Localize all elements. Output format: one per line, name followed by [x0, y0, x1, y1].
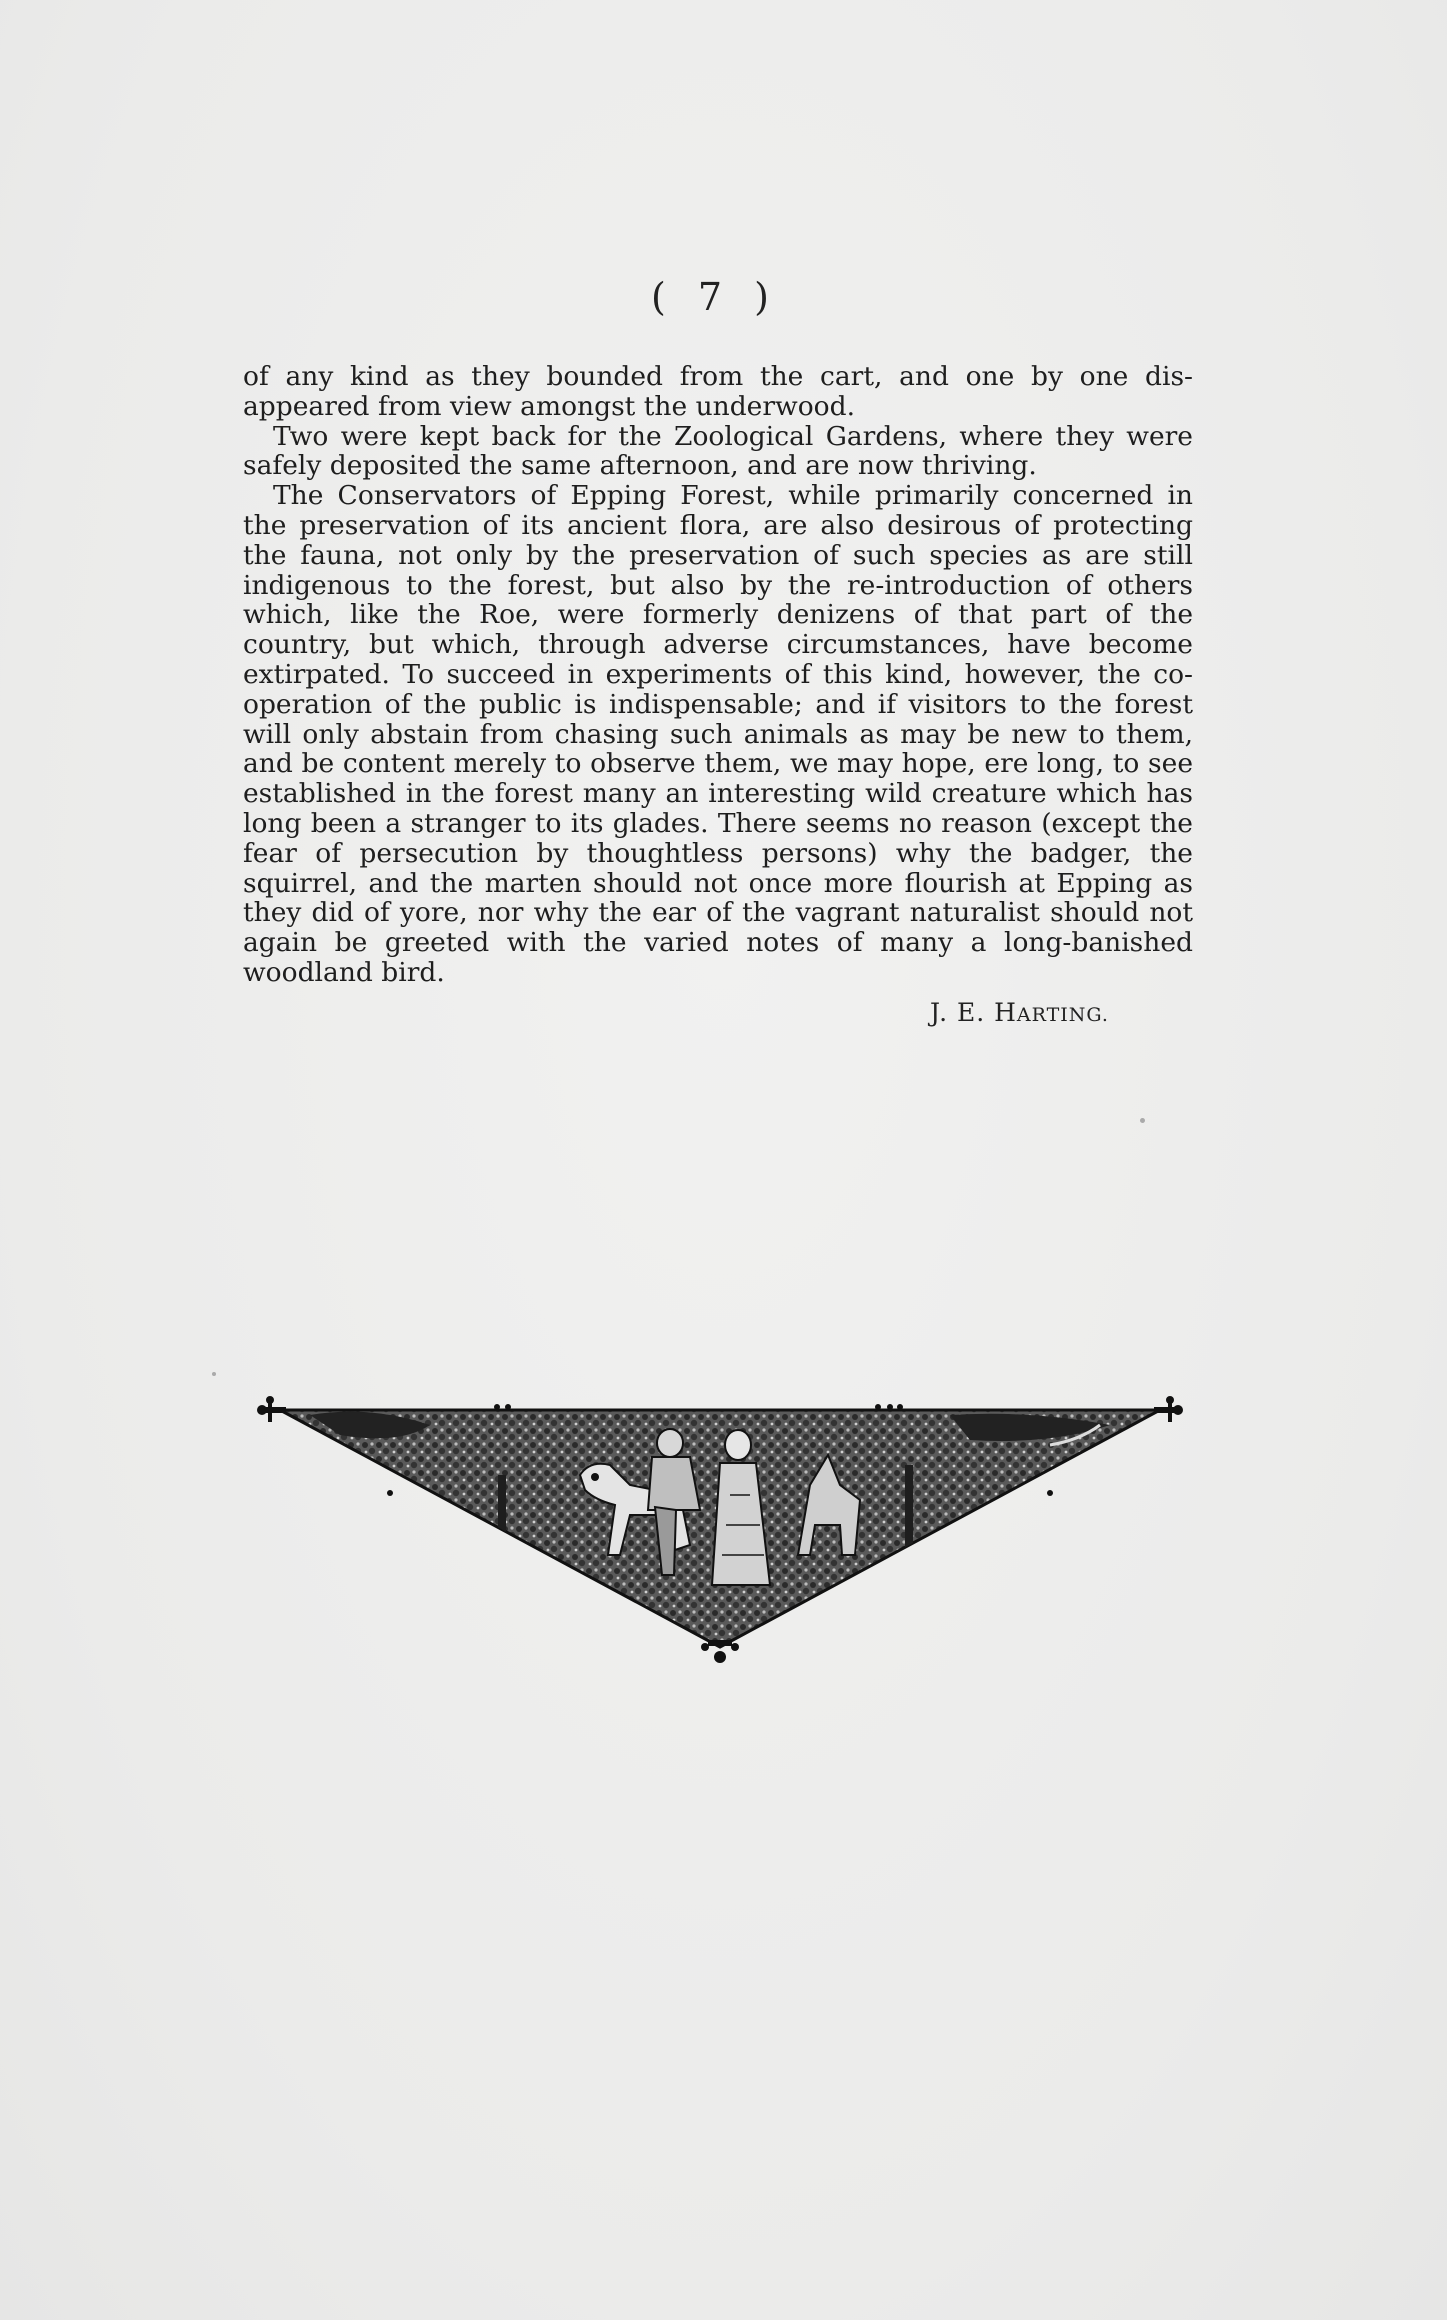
fleuron-left-corner [257, 1396, 286, 1422]
signature-surname: ARTING. [1016, 1004, 1109, 1026]
body-text [243, 362, 1193, 988]
paper-speck [212, 1372, 216, 1376]
paragraph-conservators: The Conservators of Epping Forest, while primarily concerned in the preservation of its ancient flora, are also desirous of protecting the fauna, not only by the preservation of such species as are still indigenous to the forest, but also by the re-introduction of others which, like the Roe, were formerly denizens of that part of the country, but which, through adverse circumstances, have become extirpated. To succeed in experiments of this kind, however, the co-operation of the public is indispensable; and if visitors to the forest will only abstain from chasing such animals as may be new to them, and be content merely to observe them, we may hope, ere long, to see established in the forest many an interesting wild creature which has long been a stranger to its glades. There seems no reason (except the fear of persecution by thoughtless persons) why the badger, the squirrel, and the marten should not once more flourish at Epping as they did of yore, nor why the ear of the vagrant naturalist should not again be greeted with the varied notes of many a long-banished woodland bird. [243, 480, 1193, 988]
paper-speck [1140, 1118, 1145, 1123]
signature-initials: J. E. H [930, 998, 1017, 1027]
paragraph-continuation: of any kind as they bounded from the cart, and one by one dis-appeared from view amongst the underwood. [243, 361, 1193, 422]
author-signature [930, 998, 1109, 1027]
woodcut-tailpiece-illustration [250, 1385, 1190, 1670]
page-number: ( 7 ) [651, 275, 779, 319]
fleuron-bottom [701, 1640, 739, 1663]
fleuron-right-corner [1154, 1396, 1183, 1422]
paragraph-zoological-gardens: Two were kept back for the Zoological Gardens, where they were safely deposited the same afternoon, and are now thriving. [243, 420, 1193, 482]
